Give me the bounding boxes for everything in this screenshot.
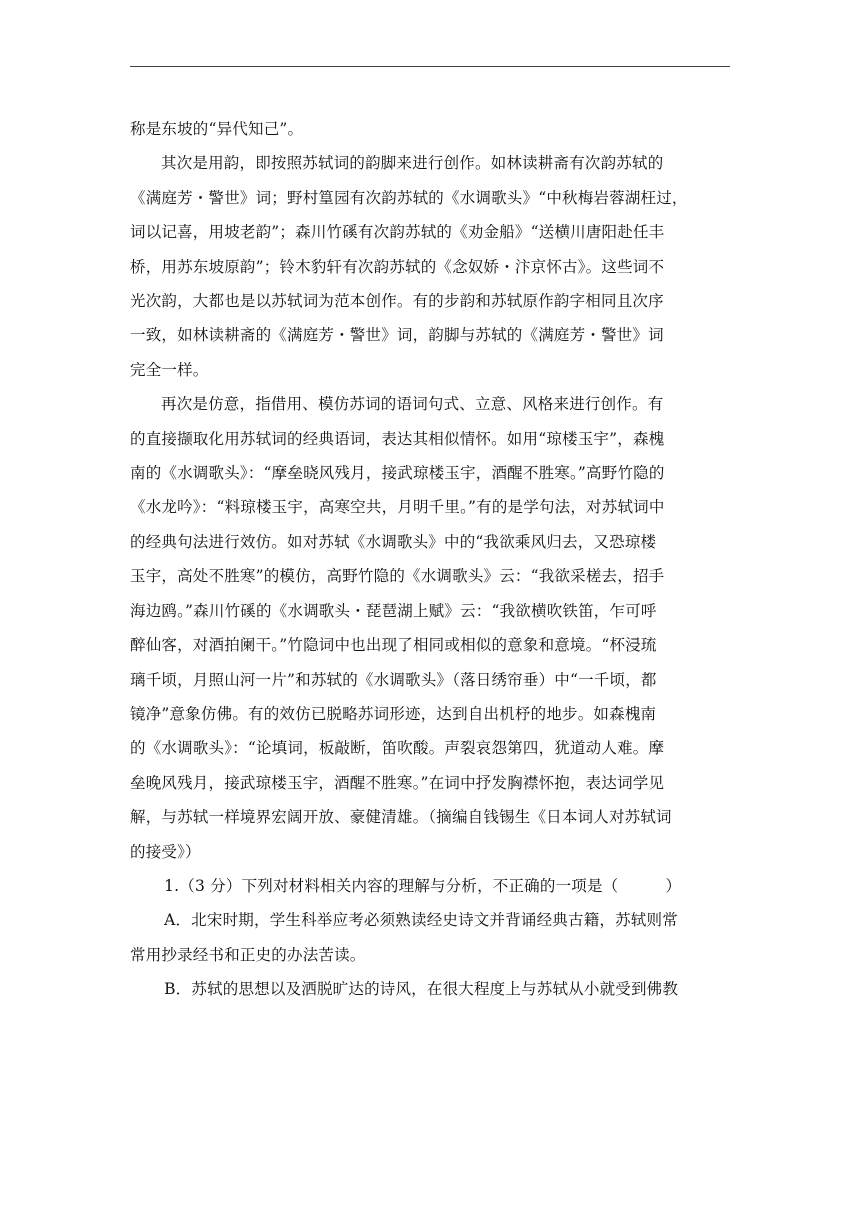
text-line: 南的《水调歌头》：“摩垒晓风残月，接武琼楼玉宇，酒醒不胜寒。”高野竹隐的 <box>130 464 665 483</box>
text-line: 醉仙客，对酒拍阑干。”竹隐词中也出现了相同或相似的意象和意境。“杯浸琉 <box>130 636 657 655</box>
question-1 <box>130 869 730 1007</box>
text-line: 解，与苏轼一样境界宏阔开放、豪健清雄。（摘编自钱锡生《日本词人对苏轼词 <box>130 808 672 827</box>
text-line: 海边鸥。”森川竹磎的《水调歌头・琵琶湖上赋》云：“我欲横吹铁笛，乍可呼 <box>130 601 657 620</box>
paragraph-continuation <box>130 112 730 146</box>
paragraph-imitation <box>130 387 730 869</box>
text-line: 垒晚风残月，接武琼楼玉宇，酒醒不胜寒。”在词中抒发胸襟怀抱，表达词学见 <box>130 773 665 792</box>
text-line: 的直接撷取化用苏轼词的经典语词，表达其相似情怀。如用“琼楼玉宇”，森槐 <box>130 429 665 448</box>
option-b: B．苏轼的思想以及洒脱旷达的诗风，在很大程度上与苏轼从小就受到佛教 <box>164 980 679 999</box>
header-rule <box>130 66 730 67</box>
text-line: 《满庭芳・警世》词；野村篁园有次韵苏轼的《水调歌头》“中秋梅岩蓉湖枉过， <box>130 188 688 207</box>
text-line: 的《水调歌头》：“论填词，板敲断，笛吹酸。声裂哀怨第四，犹道动人难。摩 <box>130 739 665 758</box>
paragraph-rhyme <box>130 146 730 387</box>
text-line: 称是东坡的“异代知己”。 <box>130 120 304 138</box>
text-line: 玉宇，高处不胜寒”的模仿，高野竹隐的《水调歌头》云：“我欲采槎去，招手 <box>130 567 665 586</box>
text-line: 完全一样。 <box>130 360 209 379</box>
text-line: 的经典句法进行效仿。如对苏轼《水调歌头》中的“我欲乘风归去，又恐琼楼 <box>130 532 657 551</box>
text-line: 璃千顷，月照山河一片”和苏轼的《水调歌头》（落日绣帘垂）中“一千顷，都 <box>130 670 657 689</box>
question-stem: 1.（3 分）下列对材料相关内容的理解与分析，不正确的一项是（ ） <box>164 876 682 895</box>
text-line: 《水龙吟》：“料琼楼玉宇，高寒空共，月明千里。”有的是学句法，对苏轼词中 <box>130 498 665 517</box>
text-line: 光次韵，大都也是以苏轼词为范本创作。有的步韵和苏轼原作韵字相同且次序 <box>130 292 664 311</box>
text-line: 其次是用韵，即按照苏轼词的韵脚来进行创作。如林读耕斋有次韵苏轼的 <box>161 154 664 173</box>
text-line: 的接受》） <box>130 842 201 861</box>
text-line: 词以记喜，用坡老韵”；森川竹磎有次韵苏轼的《劝金船》“送横川唐阳赴任丰 <box>130 223 665 242</box>
text-line: 一致，如林读耕斋的《满庭芳・警世》词，韵脚与苏轼的《满庭芳・警世》词 <box>130 326 664 345</box>
text-line: 镜净”意象仿佛。有的效仿已脱略苏词形迹，达到自出机杼的地步。如森槐南 <box>130 704 657 723</box>
text-line: 桥，用苏东坡原韵”；铃木豹轩有次韵苏轼的《念奴娇・汴京怀古》。这些词不 <box>130 257 665 276</box>
option-a: A．北宋时期，学生科举应考必须熟读经史诗文并背诵经典古籍，苏轼则常 <box>164 911 678 930</box>
text-line: 再次是仿意，指借用、模仿苏词的语词句式、立意、风格来进行创作。有 <box>161 395 664 414</box>
document-body <box>130 112 730 1007</box>
option-a-continuation: 常用抄录经书和正史的办法苦读。 <box>130 945 366 964</box>
